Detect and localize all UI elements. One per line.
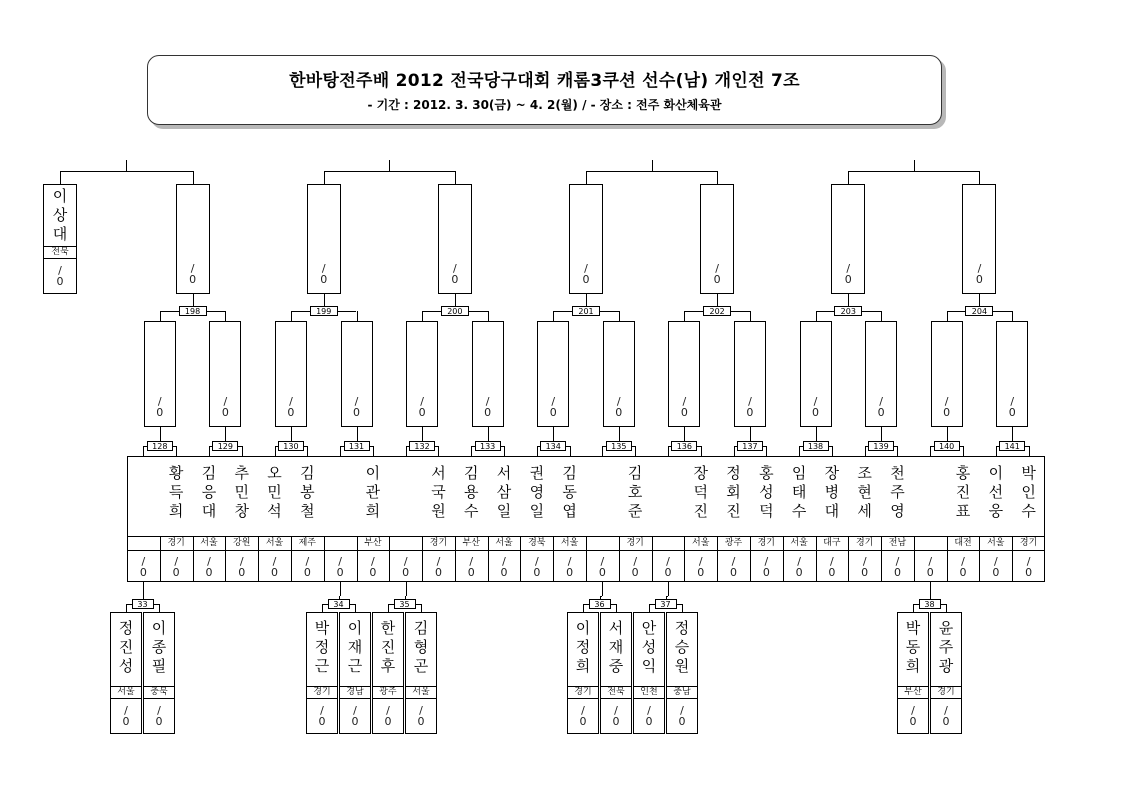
player-name: 정 승 원: [674, 619, 690, 675]
match-number-label: 198: [179, 306, 207, 316]
bracket-line: [275, 446, 276, 456]
bracket-line: [848, 171, 979, 172]
score-cell: / 0: [762, 555, 770, 579]
player-slot-prelim: [930, 612, 962, 734]
player-name: 홍 진 표: [955, 464, 971, 520]
score-cell: / 0: [122, 704, 130, 728]
player-name: 이 관 희: [365, 464, 381, 520]
bracket-line: [160, 311, 161, 321]
match-number-label: 38: [919, 599, 941, 609]
score-cell: / 0: [336, 555, 344, 579]
match-slot-round2: [438, 184, 472, 294]
player-name: 장 덕 진: [693, 464, 708, 520]
player-name: 안 성 익: [641, 619, 657, 675]
score-cell: / 0: [369, 555, 377, 579]
bracket-line: [438, 446, 439, 456]
score-cell: / 0: [1025, 555, 1033, 579]
score-cell: / 0: [271, 555, 279, 579]
bracket-line: [914, 160, 915, 171]
bracket-line: [652, 160, 653, 171]
bracket-line: [193, 171, 194, 184]
player-region: 대구: [823, 538, 841, 548]
player-name: 이 종 필: [151, 619, 167, 675]
match-number-label: 37: [655, 599, 677, 609]
match-slot-round2: [700, 184, 734, 294]
score-cell: / 0: [467, 555, 475, 579]
score-cell: / 0: [877, 395, 885, 419]
bracket-line: [126, 160, 127, 171]
score-cell: / 0: [680, 395, 688, 419]
player-name: 권 영 일: [529, 464, 545, 520]
match-number-label: 201: [572, 306, 600, 316]
bracket-line: [471, 446, 472, 456]
bracket-line: [340, 582, 341, 596]
bracket-line: [307, 446, 308, 456]
match-number-label: 131: [344, 441, 370, 451]
match-number-label: 204: [965, 306, 993, 316]
bracket-line: [816, 311, 817, 321]
score-cell: / 0: [579, 704, 587, 728]
player-region: 충남: [667, 686, 697, 699]
match-slot-round1: [734, 321, 766, 427]
player-name: 박 동 희: [905, 619, 921, 675]
player-name: 김 호 준: [627, 464, 643, 520]
player-region: 경기: [855, 538, 874, 548]
bracket-line: [666, 596, 668, 597]
player-slot-prelim: [567, 612, 599, 734]
bracket-line: [586, 171, 587, 184]
score-cell: / 0: [893, 555, 901, 579]
bracket-line: [996, 446, 997, 456]
bracket-line: [389, 160, 390, 171]
player-name: 윤 주 광: [938, 619, 954, 675]
bracket-line: [586, 171, 717, 172]
bracket-line: [291, 311, 292, 321]
score-cell: / 0: [155, 704, 163, 728]
match-slot-round1: [275, 321, 307, 427]
score-cell: / 0: [844, 262, 852, 286]
player-region: 서울: [692, 538, 710, 548]
bracket-line: [600, 596, 603, 597]
match-number-label: 129: [212, 441, 238, 451]
score-cell: / 0: [402, 555, 410, 579]
player-region: 경기: [307, 686, 337, 699]
bracket-line: [1029, 446, 1030, 456]
score-cell: / 0: [566, 555, 574, 579]
player-region: 서울: [560, 538, 579, 548]
score-cell: / 0: [287, 395, 295, 419]
match-number-label: 139: [868, 441, 894, 451]
bracket-line: [897, 446, 898, 456]
bracket-line: [701, 446, 702, 456]
player-region: 서울: [265, 538, 284, 548]
player-name: 이 상 대: [52, 187, 68, 243]
bracket-line: [947, 311, 948, 321]
match-number-label: 135: [606, 441, 632, 451]
bracket-line: [865, 446, 866, 456]
player-name: 박 인 수: [1021, 464, 1036, 520]
bracket-line: [421, 604, 422, 612]
bracket-line: [946, 604, 947, 612]
player-region: 전북: [601, 686, 631, 699]
bracket-line: [619, 311, 620, 321]
title-box: [147, 55, 942, 125]
match-slot-round2: [176, 184, 210, 294]
bracket-line: [832, 446, 833, 456]
bracket-line: [616, 604, 617, 612]
match-slot-round1: [209, 321, 241, 427]
player-name: 천 주 영: [890, 464, 905, 520]
match-slot-round1: [931, 321, 963, 427]
match-slot-round2: [569, 184, 603, 294]
bracket-line: [583, 604, 584, 612]
score-cell: / 0: [678, 704, 686, 728]
bracket-line: [225, 311, 226, 321]
match-number-label: 137: [737, 441, 763, 451]
match-slot-round1: [144, 321, 176, 427]
match-slot-round1: [865, 321, 897, 427]
player-name: 황 득 희: [168, 464, 184, 520]
player-slot-prelim: [372, 612, 404, 734]
bracket-line: [60, 171, 61, 184]
match-number-label: 132: [409, 441, 435, 451]
bracket-line: [682, 604, 683, 612]
player-region: 서울: [495, 538, 513, 548]
bracket-line: [848, 171, 849, 184]
score-cell: / 0: [533, 555, 541, 579]
player-region: 경기: [931, 686, 961, 699]
score-cell: / 0: [992, 555, 1000, 579]
player-region: 충북: [144, 686, 174, 699]
match-slot-round1: [603, 321, 635, 427]
player-region: 경기: [429, 538, 448, 548]
player-name: 추 민 창: [234, 464, 249, 520]
bracket-line: [1012, 311, 1013, 321]
player-name: 박 정 근: [314, 619, 330, 675]
score-cell: / 0: [926, 555, 934, 579]
score-cell: / 0: [500, 555, 508, 579]
player-name: 장 병 대: [824, 464, 840, 520]
player-region: 경기: [568, 686, 598, 699]
bracket-line: [405, 596, 406, 597]
match-slot-round1: [668, 321, 700, 427]
player-region: 강원: [233, 538, 251, 548]
match-number-label: 36: [589, 599, 611, 609]
score-cell: / 0: [582, 262, 590, 286]
bracket-line: [406, 582, 407, 596]
score-cell: / 0: [795, 555, 803, 579]
player-region: 부산: [462, 538, 480, 548]
bracket-line: [143, 446, 144, 456]
score-cell: / 0: [484, 395, 492, 419]
bracket-line: [322, 604, 323, 612]
bracket-line: [553, 311, 554, 321]
bracket-line: [209, 446, 210, 456]
bracket-line: [668, 446, 669, 456]
score-cell: / 0: [205, 555, 213, 579]
player-slot-prelim: [666, 612, 698, 734]
score-cell: / 0: [713, 262, 721, 286]
bracket-line: [373, 446, 374, 456]
player-region: 부산: [898, 686, 928, 699]
score-cell: / 0: [909, 704, 917, 728]
score-cell: / 0: [549, 395, 557, 419]
score-cell: / 0: [156, 395, 164, 419]
bracket-line: [602, 582, 603, 596]
player-name: 김 용 수: [463, 464, 479, 520]
bracket-line: [406, 446, 407, 456]
player-region: 경기: [1019, 538, 1038, 548]
bracket-line: [339, 596, 341, 597]
score-cell: / 0: [645, 704, 653, 728]
match-number-label: 130: [278, 441, 304, 451]
player-slot-prelim: [633, 612, 665, 734]
match-slot-round1: [406, 321, 438, 427]
player-name: 한 진 후: [380, 619, 396, 675]
score-cell: / 0: [318, 704, 326, 728]
player-slot-prelim: [143, 612, 175, 734]
bracket-line: [324, 171, 325, 184]
player-region: 서울: [111, 686, 141, 699]
player-name: 김 동 엽: [562, 464, 577, 520]
match-slot-round2: [307, 184, 341, 294]
bracket-line: [159, 604, 160, 612]
bracket-line: [355, 604, 356, 612]
player-region: 서울: [200, 538, 218, 548]
bracket-line: [963, 446, 964, 456]
player-region: 서울: [790, 538, 808, 548]
match-number-label: 202: [703, 306, 731, 316]
match-slot-round1: [537, 321, 569, 427]
player-region: 인천: [634, 686, 664, 699]
score-cell: / 0: [598, 555, 606, 579]
player-name: 조 현 세: [857, 464, 872, 520]
player-name: 서 재 중: [608, 619, 624, 675]
score-cell: / 0: [353, 395, 360, 419]
match-slot-round2: [962, 184, 996, 294]
player-slot-prelim: [405, 612, 437, 734]
match-number-label: 141: [999, 441, 1025, 451]
match-number-label: 140: [934, 441, 960, 451]
score-cell: / 0: [172, 555, 180, 579]
bracket-line: [635, 446, 636, 456]
player-region: 경기: [167, 538, 185, 548]
match-slot-round1: [996, 321, 1028, 427]
player-region: 경북: [528, 538, 546, 548]
bracket-line: [388, 604, 389, 612]
score-cell: / 0: [615, 395, 623, 419]
score-cell: / 0: [861, 555, 869, 579]
bracket-line: [649, 604, 650, 612]
player-name: 김 응 대: [201, 464, 217, 520]
match-number-label: 33: [132, 599, 154, 609]
bracket-line: [488, 311, 489, 321]
bracket-line: [930, 446, 931, 456]
page-subtitle: - 기간 : 2012. 3. 30(금) ~ 4. 2(월) / - 장소 : 전주 화산체육관: [367, 98, 722, 112]
player-name: 김 봉 철: [300, 464, 315, 520]
match-number-label: 128: [147, 441, 173, 451]
bracket-line: [799, 446, 800, 456]
player-slot-prelim: [110, 612, 142, 734]
bracket-line: [668, 582, 669, 596]
match-slot-round1: [472, 321, 504, 427]
match-number-label: 199: [310, 306, 338, 316]
player-region: 대전: [954, 538, 972, 548]
bracket-line: [717, 171, 718, 184]
match-slot-round1: [341, 321, 373, 427]
match-number-label: 134: [540, 441, 566, 451]
score-cell: / 0: [189, 262, 197, 286]
bracket-line: [422, 311, 423, 321]
player-region: 광주: [373, 686, 403, 699]
bracket-line: [750, 311, 751, 321]
bracket-line: [684, 311, 685, 321]
score-cell: / 0: [434, 555, 442, 579]
score-cell: / 0: [828, 555, 836, 579]
bracket-line: [126, 604, 127, 612]
score-cell: / 0: [664, 555, 672, 579]
player-region: 전북: [44, 246, 76, 259]
page-title: 한바탕전주배 2012 전국당구대회 캐롬3쿠션 선수(남) 개인전 7조: [289, 71, 800, 91]
player-region: 서울: [987, 538, 1005, 548]
score-cell: / 0: [612, 704, 620, 728]
player-name: 김 형 곤: [413, 619, 429, 675]
score-cell: / 0: [221, 395, 229, 419]
match-number-label: 138: [803, 441, 829, 451]
score-cell: / 0: [384, 704, 392, 728]
player-region: 부산: [364, 538, 382, 548]
score-cell: / 0: [1008, 395, 1016, 419]
player-name: 임 태 수: [791, 464, 807, 520]
score-cell: / 0: [812, 395, 819, 419]
bracket-line: [734, 446, 735, 456]
score-cell: / 0: [417, 704, 425, 728]
score-cell: / 0: [139, 555, 147, 579]
match-number-label: 34: [328, 599, 350, 609]
score-cell: / 0: [303, 555, 311, 579]
score-cell: / 0: [975, 262, 983, 286]
player-region: 제주: [298, 538, 316, 548]
score-cell: / 0: [942, 704, 950, 728]
player-name: 서 삼 일: [496, 464, 512, 520]
player-name: 정 회 진: [726, 464, 741, 520]
bracket-line: [455, 171, 456, 184]
player-region: 전남: [888, 538, 907, 548]
match-number-label: 35: [394, 599, 416, 609]
player-slot-top-seed: [43, 184, 77, 294]
player-region: 경남: [340, 686, 370, 699]
score-cell: / 0: [320, 262, 328, 286]
player-name: 이 재 근: [347, 619, 363, 675]
score-cell: / 0: [56, 264, 64, 288]
score-cell: / 0: [631, 555, 639, 579]
bracket-line: [60, 171, 193, 172]
bracket-line: [979, 171, 980, 184]
bracket-line: [913, 604, 914, 612]
bracket-line: [930, 582, 931, 596]
player-name: 홍 성 덕: [759, 464, 774, 520]
match-number-label: 203: [834, 306, 862, 316]
score-cell: / 0: [730, 555, 738, 579]
score-cell: / 0: [943, 395, 951, 419]
bracket-line: [930, 596, 931, 597]
bracket-line: [766, 446, 767, 456]
score-cell: / 0: [418, 395, 426, 419]
bracket-line: [537, 446, 538, 456]
bracket-line: [143, 596, 144, 597]
score-cell: / 0: [697, 555, 705, 579]
score-cell: / 0: [351, 704, 359, 728]
bracket-line: [340, 446, 341, 456]
player-region: 광주: [724, 538, 743, 548]
player-region: 경기: [757, 538, 775, 548]
bracket-line: [242, 446, 243, 456]
player-slot-prelim: [600, 612, 632, 734]
match-slot-round1: [800, 321, 832, 427]
player-name: 이 선 웅: [988, 464, 1004, 520]
player-region: 서울: [406, 686, 436, 699]
match-slot-round2: [831, 184, 865, 294]
player-name: 정 진 성: [118, 619, 134, 675]
player-name: 서 국 원: [431, 464, 446, 520]
match-number-label: 200: [441, 306, 469, 316]
bracket-line: [570, 446, 571, 456]
bracket-line: [357, 311, 358, 321]
match-number-label: 133: [475, 441, 501, 451]
player-slot-prelim: [339, 612, 371, 734]
player-name: 이 정 희: [575, 619, 591, 675]
player-name: 오 민 석: [267, 464, 282, 520]
player-slot-prelim: [897, 612, 929, 734]
bracket-line: [602, 446, 603, 456]
match-number-label: 136: [671, 441, 697, 451]
player-slot-prelim: [306, 612, 338, 734]
score-cell: / 0: [451, 262, 459, 286]
bracket-line: [504, 446, 505, 456]
score-cell: / 0: [238, 555, 246, 579]
player-region: 경기: [626, 538, 644, 548]
bracket-line: [176, 446, 177, 456]
score-cell: / 0: [959, 555, 967, 579]
bracket-line: [881, 311, 882, 321]
score-cell: / 0: [746, 395, 754, 419]
bracket-line: [143, 582, 144, 596]
bracket-line: [324, 171, 455, 172]
